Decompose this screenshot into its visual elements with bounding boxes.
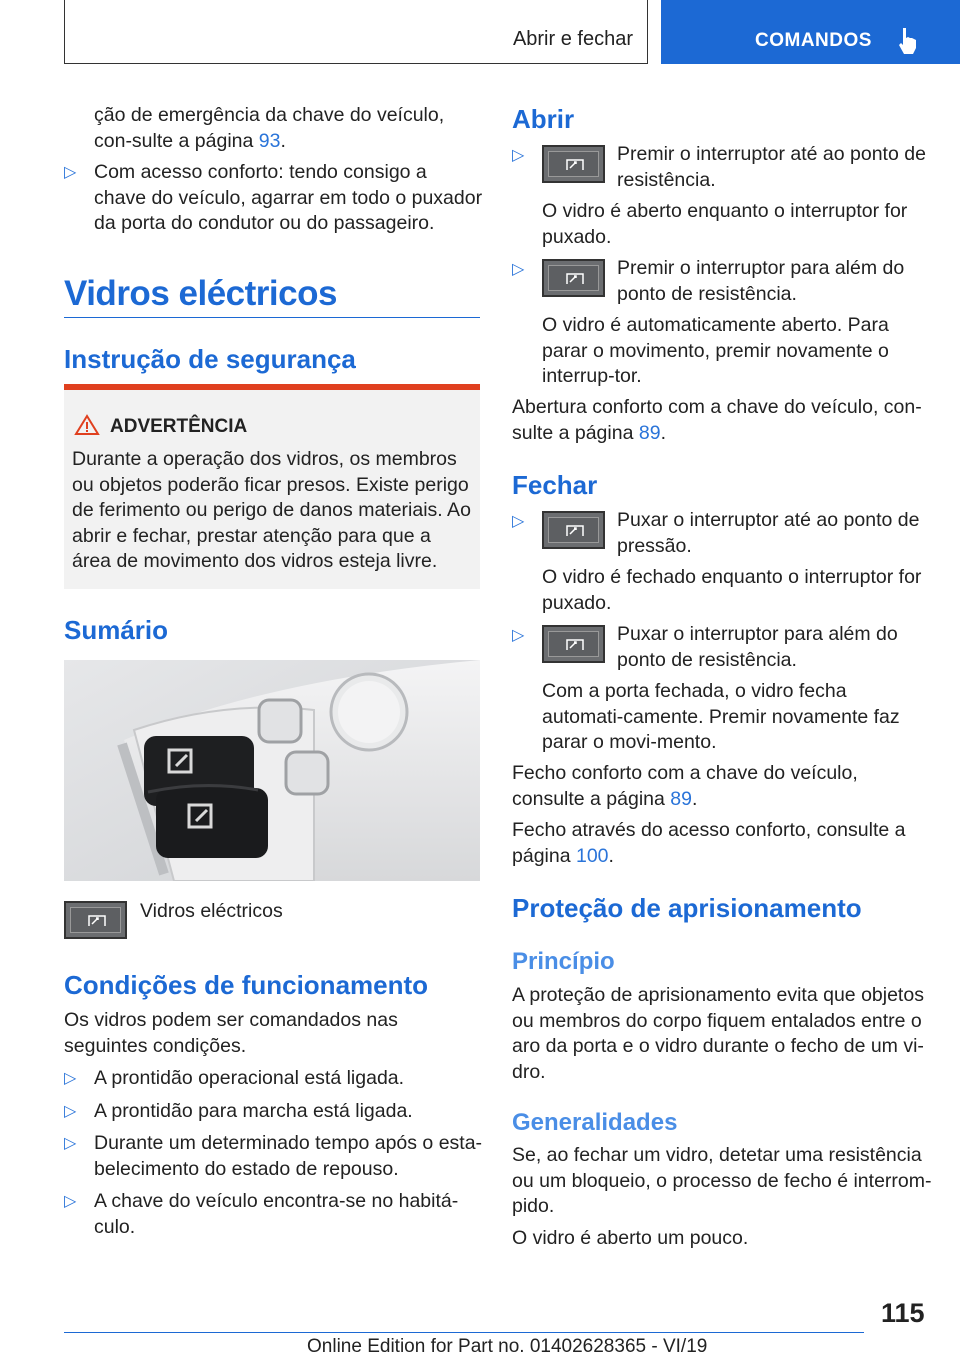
bullet-triangle-icon: ▷ xyxy=(64,1135,77,1152)
switch-symbol xyxy=(542,259,606,299)
protect-heading: Proteção de aprisionamento xyxy=(512,893,862,923)
close-heading: Fechar xyxy=(512,470,598,500)
window-switch-icon xyxy=(565,636,585,652)
list-item: ▷ Durante um determinado tempo após o esta‐belecimento do estado de repouso. xyxy=(64,1132,483,1180)
open1-text: Premir o interruptor até ao ponto de resistência. xyxy=(617,143,926,191)
warning-box xyxy=(64,384,480,589)
conditions-list xyxy=(64,1066,484,1247)
warning-title: ADVERTÊNCIA xyxy=(110,416,248,437)
close2-result: Com a porta fechada, o vidro fecha automati‐camente. Premir novamente faz parar o movi‐mento. xyxy=(542,680,900,753)
bullet-triangle-icon: ▷ xyxy=(512,513,525,530)
bullet-triangle-icon: ▷ xyxy=(64,1070,77,1087)
switch-symbol xyxy=(542,625,606,665)
close-comfort-text: Fecho conforto com a chave do veículo, consulte a página 89. xyxy=(512,762,858,810)
bullet-triangle-icon: ▷ xyxy=(512,261,525,278)
switch-symbol xyxy=(542,145,606,185)
bullet-triangle-icon: ▷ xyxy=(512,147,525,164)
header-chapter-tab[interactable] xyxy=(661,0,960,64)
open-comfort-text: Abertura conforto com a chave do veículo, con‐sulte a página 89. xyxy=(512,396,922,444)
switch-caption: Vidros eléctricos xyxy=(140,900,283,922)
conditions-intro: Os vidros podem ser comandados nas seguintes condições. xyxy=(64,1009,398,1057)
window-switch-photo xyxy=(64,660,480,881)
close1-result: O vidro é fechado enquanto o interruptor for puxado. xyxy=(542,566,922,614)
list-item: ▷ A prontidão operacional está ligada. xyxy=(64,1066,484,1092)
bullet-triangle-icon: ▷ xyxy=(64,1193,77,1210)
principle-text: A proteção de aprisionamento evita que objetos ou membros do corpo fiquem entalados entre o aro da porta e o vidro durante o fecho de um vi‐dro. xyxy=(512,984,924,1083)
open2-text: Premir o interruptor para além do ponto de resistência. xyxy=(617,257,905,305)
general-heading: Generalidades xyxy=(512,1109,678,1136)
header-chapter-title: COMANDOS xyxy=(755,30,872,51)
switch-symbol xyxy=(64,901,128,941)
page-link-93[interactable]: 93 xyxy=(258,129,281,152)
switch-symbol xyxy=(542,511,606,551)
page-link-100[interactable]: 100 xyxy=(575,844,609,867)
window-switch-icon xyxy=(565,156,585,172)
open2-result: O vidro é automaticamente aberto. Para parar o movimento, premir novamente o interrup‐tor. xyxy=(542,314,889,387)
list-item: ▷ A chave do veículo encontra-se no habitá‐culo. xyxy=(64,1190,459,1238)
warning-triangle-icon xyxy=(74,414,100,436)
window-switch-icon xyxy=(565,522,585,538)
window-switch-icon xyxy=(87,912,107,928)
open1-result: O vidro é aberto enquanto o interruptor for puxado. xyxy=(542,200,908,248)
bullet-triangle-icon: ▷ xyxy=(64,164,77,181)
list-item: ▷ A prontidão para marcha está ligada. xyxy=(64,1099,484,1125)
continuation-text: ção de emergência da chave do veículo, con‐sulte a página 93. xyxy=(94,104,445,152)
hand-pointer-icon xyxy=(896,26,920,56)
close1-text: Puxar o interruptor até ao ponto de pressão. xyxy=(617,509,920,557)
page-link-89[interactable]: 89 xyxy=(670,787,692,810)
page-title: Vidros eléctricos xyxy=(64,274,337,313)
close-access-text: Fecho através do acesso conforto, consulte a página 100. xyxy=(512,819,906,867)
safety-heading: Instrução de segurança xyxy=(64,344,356,374)
title-divider xyxy=(64,317,480,318)
footer-divider xyxy=(64,1332,864,1333)
comfort-access-list xyxy=(64,160,484,244)
page-number: 115 xyxy=(881,1298,925,1328)
window-switch-icon xyxy=(565,270,585,286)
header-section-title: Abrir e fechar xyxy=(512,28,633,50)
general-text: Se, ao fechar um vidro, detetar uma resistência ou um bloqueio, o processo de fecho é interrom‐pido. xyxy=(512,1144,932,1217)
principle-heading: Princípio xyxy=(512,948,615,975)
conditions-heading: Condições de funcionamento xyxy=(64,970,429,1000)
bullet-triangle-icon: ▷ xyxy=(512,627,525,644)
bullet-triangle-icon: ▷ xyxy=(64,1102,77,1120)
page-link-89[interactable]: 89 xyxy=(638,421,661,444)
list-item: ▷ Com acesso conforto: tendo consigo a chave do veículo, agarrar em todo o puxador da porta do condutor ou do passageiro. xyxy=(64,161,483,234)
warning-text: Durante a operação dos vidros, os membros ou objetos poderão ficar presos. Existe perigo de ferimento ou perigo de danos materiais. Ao abrir e fechar, prestar atenção para que a área de movimento dos vidros esteja livre. xyxy=(72,448,471,572)
close2-text: Puxar o interruptor para além do ponto de resistência. xyxy=(617,623,898,671)
footer-edition: Online Edition for Part no. 01402628365 - VI/19 xyxy=(307,1336,708,1357)
overview-heading: Sumário xyxy=(64,615,169,645)
general-text-2: O vidro é aberto um pouco. xyxy=(512,1227,749,1249)
open-heading: Abrir xyxy=(512,104,575,134)
header-section-box xyxy=(64,0,648,64)
